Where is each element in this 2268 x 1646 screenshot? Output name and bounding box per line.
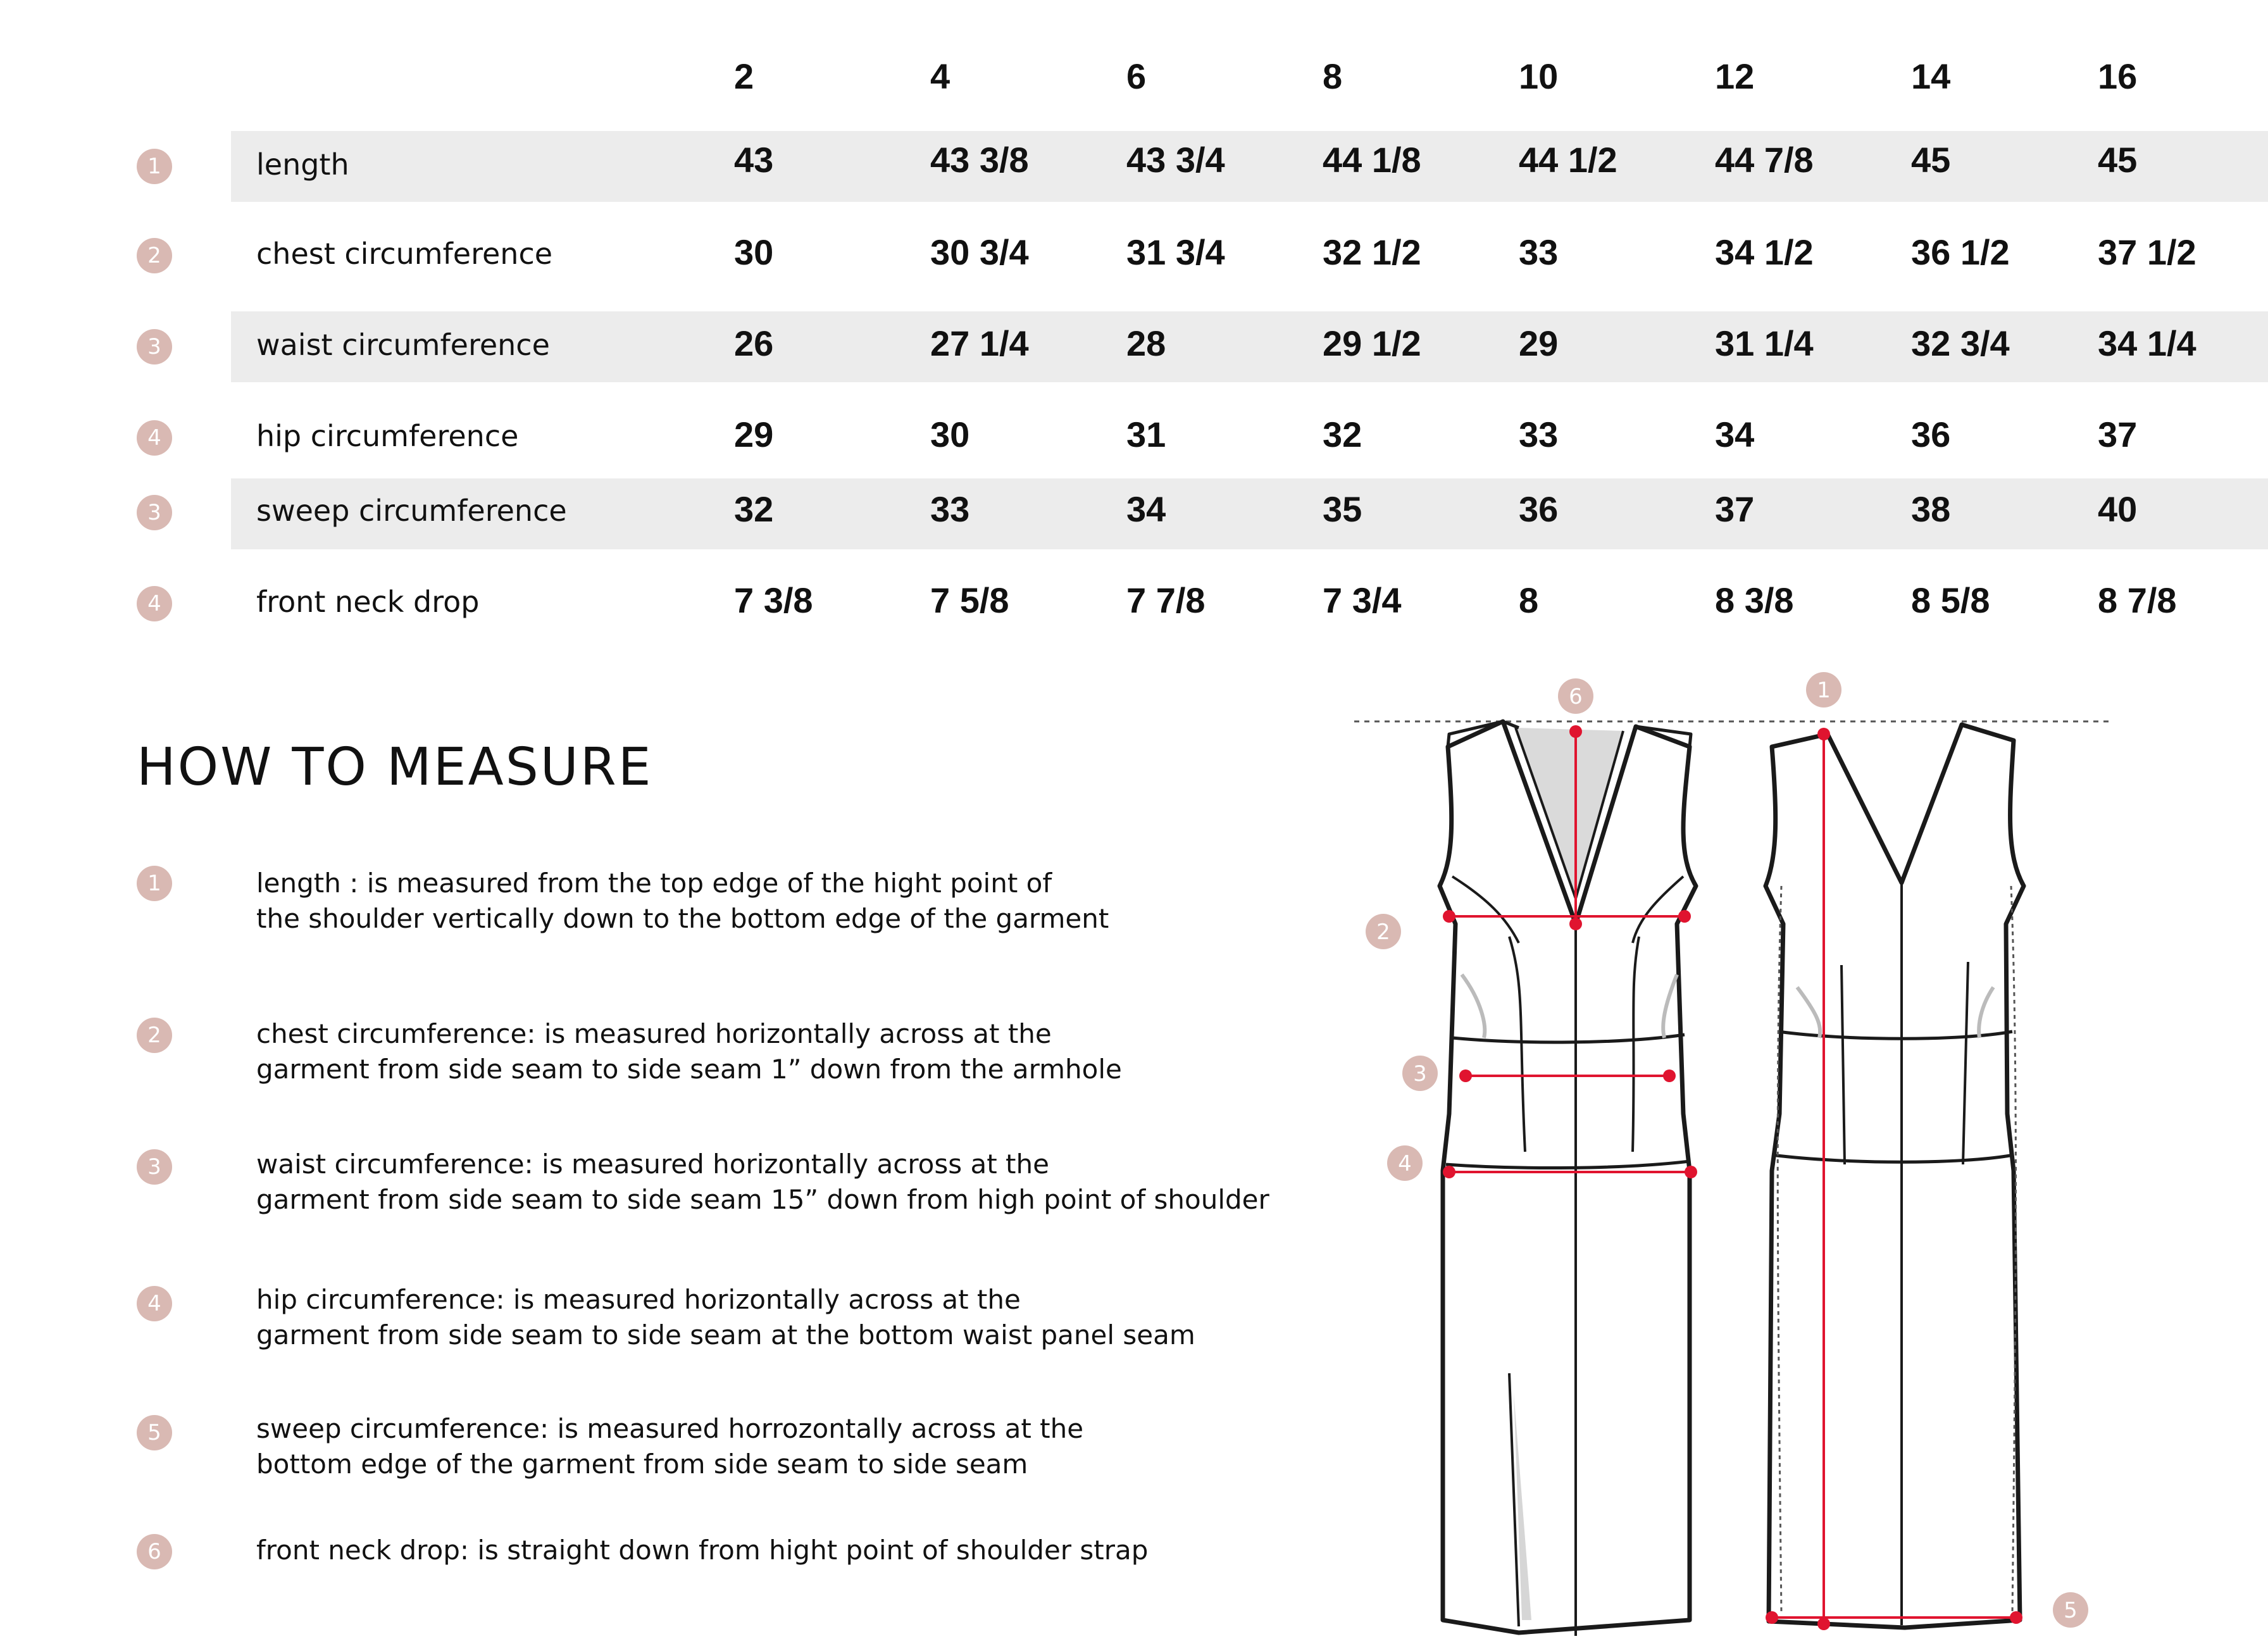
- table-cell: 38: [1911, 489, 1951, 529]
- table-cell: 37: [2098, 415, 2138, 454]
- table-cell: 34 1/2: [1715, 232, 1814, 272]
- size-header: 10: [1519, 56, 1559, 96]
- table-cell: 43 3/8: [930, 140, 1029, 180]
- table-cell: 40: [2098, 489, 2138, 529]
- table-cell: 8 7/8: [2098, 580, 2177, 620]
- neck-drop-top-point: [1569, 725, 1582, 738]
- row-label: length: [256, 147, 349, 182]
- table-cell: 45: [1911, 140, 1951, 180]
- table-cell: 8 3/8: [1715, 580, 1794, 620]
- table-cell: 27 1/4: [930, 323, 1029, 363]
- table-cell: 33: [930, 489, 970, 529]
- row-number-badge: 4: [137, 420, 172, 456]
- instruction-line: bottom edge of the garment from side seam to side seam: [256, 1449, 1028, 1480]
- waist-left-point: [1459, 1069, 1472, 1082]
- sweep-left-point: [1766, 1611, 1778, 1624]
- table-cell: 32: [1323, 415, 1362, 454]
- instruction-number-badge: 1: [137, 866, 172, 901]
- table-cell: 7 3/4: [1323, 580, 1402, 620]
- size-header: 2: [734, 56, 754, 96]
- diagram-marker-label: 2: [1376, 920, 1390, 945]
- table-cell: 36: [1519, 489, 1559, 529]
- size-header: 16: [2098, 56, 2138, 96]
- diagram-marker-label: 1: [1817, 678, 1831, 703]
- table-cell: 31 1/4: [1715, 323, 1814, 363]
- table-cell: 32 1/2: [1323, 232, 1421, 272]
- instruction-line: hip circumference: is measured horizontally across at the: [256, 1284, 1021, 1315]
- diagram-marker-label: 5: [2064, 1598, 2078, 1623]
- table-cell: 36 1/2: [1911, 232, 2010, 272]
- instruction-line: front neck drop: is straight down from hight point of shoulder strap: [256, 1535, 1149, 1566]
- table-cell: 33: [1519, 232, 1559, 272]
- chest-right-point: [1678, 910, 1691, 923]
- table-cell: 32: [734, 489, 774, 529]
- size-header: 14: [1911, 56, 1951, 96]
- table-cell: 30 3/4: [930, 232, 1029, 272]
- table-cell: 43 3/4: [1126, 140, 1225, 180]
- instruction-line: garment from side seam to side seam at the bottom waist panel seam: [256, 1319, 1195, 1350]
- table-cell: 37 1/2: [2098, 232, 2196, 272]
- instruction-line: length : is measured from the top edge of the hight point of: [256, 868, 1052, 899]
- table-cell: 29 1/2: [1323, 323, 1421, 363]
- instruction-number-badge: 5: [137, 1415, 172, 1450]
- table-cell: 44 1/2: [1519, 140, 1617, 180]
- table-cell: 7 7/8: [1126, 580, 1206, 620]
- instruction-number-badge: 3: [137, 1149, 172, 1185]
- length-bottom-point: [1817, 1618, 1830, 1630]
- table-cell: 31 3/4: [1126, 232, 1225, 272]
- instruction-number-badge: 4: [137, 1286, 172, 1321]
- dress-front: [1440, 721, 1696, 1636]
- row-label: waist circumference: [256, 328, 550, 362]
- instruction-line: chest circumference: is measured horizontally across at the: [256, 1018, 1052, 1049]
- instruction-number-badge: 2: [137, 1018, 172, 1053]
- row-label: hip circumference: [256, 419, 519, 453]
- table-cell: 43: [734, 140, 774, 180]
- table-cell: 34: [1715, 415, 1755, 454]
- table-cell: 26: [734, 323, 774, 363]
- size-header: 12: [1715, 56, 1755, 96]
- table-cell: 29: [734, 415, 774, 454]
- instruction-line: garment from side seam to side seam 15” down from high point of shoulder: [256, 1184, 1269, 1215]
- neck-drop-bottom-point: [1569, 918, 1582, 930]
- instruction-line: the shoulder vertically down to the bottom edge of the garment: [256, 903, 1109, 934]
- table-cell: 34 1/4: [2098, 323, 2196, 363]
- row-label: front neck drop: [256, 585, 480, 619]
- table-cell: 29: [1519, 323, 1559, 363]
- table-cell: 36: [1911, 415, 1951, 454]
- table-cell: 33: [1519, 415, 1559, 454]
- table-cell: 35: [1323, 489, 1362, 529]
- table-cell: 7 5/8: [930, 580, 1009, 620]
- table-cell: 8 5/8: [1911, 580, 1990, 620]
- diagram-marker-label: 6: [1569, 684, 1583, 709]
- section-title: HOW TO MEASURE: [137, 737, 653, 797]
- instruction-line: waist circumference: is measured horizontally across at the: [256, 1149, 1049, 1180]
- size-header: 6: [1126, 56, 1147, 96]
- instruction-line: garment from side seam to side seam 1” down from the armhole: [256, 1054, 1122, 1085]
- hip-right-point: [1685, 1166, 1697, 1178]
- chest-left-point: [1443, 910, 1455, 923]
- row-number-badge: 2: [137, 238, 172, 273]
- row-label: chest circumference: [256, 237, 553, 271]
- table-cell: 34: [1126, 489, 1166, 529]
- sweep-right-point: [2010, 1611, 2022, 1624]
- table-cell: 8: [1519, 580, 1539, 620]
- row-number-badge: 3: [137, 329, 172, 365]
- row-number-badge: 1: [137, 149, 172, 184]
- diagram-marker-label: 3: [1413, 1061, 1427, 1087]
- table-cell: 44 7/8: [1715, 140, 1814, 180]
- hip-left-point: [1443, 1166, 1455, 1178]
- back-outline: [1766, 725, 2024, 1628]
- table-cell: 45: [2098, 140, 2138, 180]
- length-top-point: [1817, 728, 1830, 740]
- row-number-badge: 4: [137, 586, 172, 621]
- size-header: 4: [930, 56, 950, 96]
- table-cell: 30: [734, 232, 774, 272]
- table-cell: 31: [1126, 415, 1166, 454]
- table-cell: 32 3/4: [1911, 323, 2010, 363]
- row-number-badge: 3: [137, 495, 172, 530]
- dress-back: [1766, 725, 2024, 1628]
- row-label: sweep circumference: [256, 494, 567, 528]
- table-cell: 7 3/8: [734, 580, 813, 620]
- table-cell: 44 1/8: [1323, 140, 1421, 180]
- table-cell: 28: [1126, 323, 1166, 363]
- table-cell: 37: [1715, 489, 1755, 529]
- instruction-number-badge: 6: [137, 1534, 172, 1569]
- table-cell: 30: [930, 415, 970, 454]
- instruction-line: sweep circumference: is measured horrozontally across at the: [256, 1413, 1084, 1444]
- size-header: 8: [1323, 56, 1343, 96]
- waist-right-point: [1663, 1069, 1676, 1082]
- diagram-marker-label: 4: [1398, 1151, 1412, 1176]
